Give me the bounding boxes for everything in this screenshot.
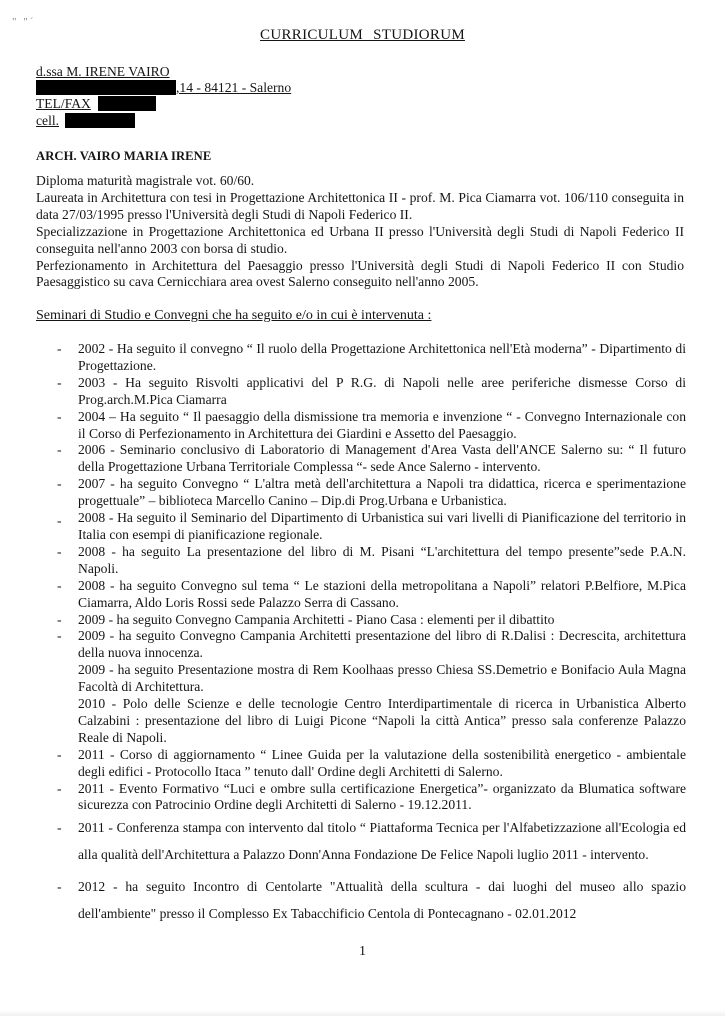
document-title: CURRICULUM STUDIORUM: [260, 27, 465, 43]
list-item: [36, 696, 686, 747]
bullet-dash: -: [57, 442, 62, 458]
seminars-list: [36, 341, 686, 927]
education-block: [36, 173, 684, 291]
list-item: [36, 544, 686, 578]
bullet-dash: -: [57, 577, 62, 593]
list-item: [36, 409, 686, 443]
telfax-label: TEL/FAX: [36, 96, 91, 111]
name-line: d.ssa M. IRENE VAIRO: [36, 64, 170, 79]
item-text: 2011 - Corso di aggiornamento “ Linee Guida per la valutazione della sostenibilità energetico - ambientale degli edifici - Protocollo Itaca ” tenuto dall' Ordine degli Architetti di Salerno.: [78, 746, 686, 779]
item-text: 2011 - Evento Formativo “Luci e ombre sulla certificazione Energetica”- organizzato da Blumatica software sicurezza con Patrocinio Ordine degli Architetti di Salerno - 19.12.2011.: [78, 780, 686, 813]
address-text: ,14 - 84121 - Salerno: [176, 80, 292, 95]
education-line: Diploma maturità magistrale vot. 60/60.: [36, 173, 255, 188]
bullet-dash: -: [57, 476, 62, 492]
list-item: [36, 476, 686, 510]
bullet-dash: -: [57, 820, 62, 836]
education-line: Laureata in Architettura con tesi in Progettazione Architettonica II - prof. M. Pica Ciamarra vot. 106/110 conseguita in data 27/03/1995 presso l'Università degli Studi di Napoli Federico II.: [36, 189, 684, 222]
address-line: [36, 80, 291, 96]
item-text: 2009 - ha seguito Presentazione mostra di Rem Koolhaas presso Chiesa SS.Demetrio e Bonifacio Aula Magna Facoltà di Architettura.: [78, 662, 686, 695]
education-line: Perfezionamento in Architettura del Paesaggio presso l'Università degli Studi di Napoli Federico II con Studio Paesaggistico su cava Cernicchiara area ovest Salerno conseguito nell'anno 2005.: [36, 257, 684, 290]
bullet-dash: -: [57, 341, 62, 356]
item-text: 2008 - ha seguito Convegno sul tema “ Le stazioni della metropolitana a Napoli” relatori P.Belfiore, M.Pica Ciamarra, Aldo Loris Rossi sede Palazzo Serra di Cassano.: [78, 577, 686, 610]
full-name-heading: ARCH. VAIRO MARIA IRENE: [36, 149, 212, 163]
scan-bottom-edge: [0, 1010, 725, 1016]
list-item: [36, 747, 686, 781]
bullet-dash: -: [57, 746, 62, 762]
item-text: 2012 - ha seguito Incontro di Centolarte "Attualità della scultura - dai luoghi del museo allo spazio dell'ambiente" presso il Complesso Ex Tabacchificio Centola di Pontecagnano - 02.01.2012: [78, 879, 686, 922]
item-text: 2008 - Ha seguito il Seminario del Dipartimento di Urbanistica sui vari livelli di Pianificazione del territorio in Italia con esempi di pianificazione regionale.: [78, 510, 686, 542]
item-text: 2006 - Seminario conclusivo di Laboratorio di Management d'Area Vasta dell'ANCE Salerno su: “ Il futuro della Progettazione Urbana Territoriale Complessa “- sede Ance Salerno - intervento.: [78, 442, 686, 475]
bullet-dash: -: [57, 611, 62, 627]
bullet-dash: -: [57, 513, 62, 529]
list-item: [36, 628, 686, 662]
bullet-dash: -: [57, 543, 62, 559]
bullet-dash: -: [57, 408, 62, 424]
list-item: [36, 612, 686, 629]
list-item: [36, 510, 686, 544]
item-text: 2007 - ha seguito Convegno “ L'altra metà dell'architettura a Napoli tra didattica, ricerca e sperimentazione progettuale” – biblioteca Marcello Canino – Dip.di Prog.Urbana e Urbanistica.: [78, 476, 686, 509]
list-item: [36, 375, 686, 409]
list-item: [36, 662, 686, 696]
page-number: 1: [359, 944, 366, 959]
scan-mark: " "´: [12, 16, 36, 28]
bullet-dash: -: [57, 780, 62, 796]
telfax-line: [36, 96, 156, 112]
item-text: 2008 - ha seguito La presentazione del libro di M. Pisani “L'architettura del tempo presente”sede P.A.N. Napoli.: [78, 543, 686, 576]
seminars-heading: Seminari di Studio e Convegni che ha seguito e/o in cui è intervenuta :: [36, 308, 432, 323]
list-item: [36, 578, 686, 612]
item-text: 2004 – Ha seguito “ Il paesaggio della dismissione tra memoria e invenzione “ - Convegno Internazionale con il Corso di Perfezionamento in Architettura dei Giardini e Assetto del Paesaggio.: [78, 408, 686, 441]
bullet-dash: -: [57, 628, 62, 644]
list-item: [36, 341, 686, 375]
bullet-dash: -: [57, 374, 62, 390]
item-text: 2002 - Ha seguito il convegno “ Il ruolo della Progettazione Architettonica nell'Età moderna” - Dipartimento di Progettazione.: [78, 341, 686, 373]
redaction-block: [98, 96, 156, 111]
item-text: 2009 - ha seguito Convegno Campania Architetti - Piano Casa : elementi per il dibattito: [78, 611, 555, 627]
cell-line: [36, 113, 135, 129]
item-text: 2003 - Ha seguito Risvolti applicativi del P R.G. di Napoli nelle aree periferiche dismesse Corso di Prog.arch.M.Pica Ciamarra: [78, 374, 686, 407]
item-text: 2009 - ha seguito Convegno Campania Architetti presentazione del libro di R.Dalisi : Decrescita, architettura della nuova innocenza.: [78, 628, 686, 661]
list-item: [36, 814, 686, 868]
bullet-dash: -: [57, 879, 62, 895]
cell-label: cell.: [36, 113, 60, 128]
item-text: 2010 - Polo delle Scienze e delle tecnologie Centro Interdipartimentale di ricerca in Urbanistica Alberto Calzabini : presentazione del libro di Luigi Picone “Napoli la città Antica” presso sala conferenze Palazzo Reale di Napoli.: [78, 696, 686, 745]
list-item: [36, 873, 686, 927]
list-item: [36, 781, 686, 815]
redaction-block: [65, 113, 135, 128]
item-text: 2011 - Conferenza stampa con intervento dal titolo “ Piattaforma Tecnica per l'Alfabetizzazione all'Ecologia ed alla qualità dell'Architettura a Palazzo Donn'Anna Fondazione De Felice Napoli luglio 2011 - intervento.: [78, 820, 686, 863]
education-line: Specializzazione in Progettazione Architettonica ed Urbana II presso l'Università degli Studi di Napoli Federico II conseguita nell'anno 2003 con borsa di studio.: [36, 223, 684, 256]
list-item: [36, 442, 686, 476]
redaction-block: [36, 80, 176, 95]
